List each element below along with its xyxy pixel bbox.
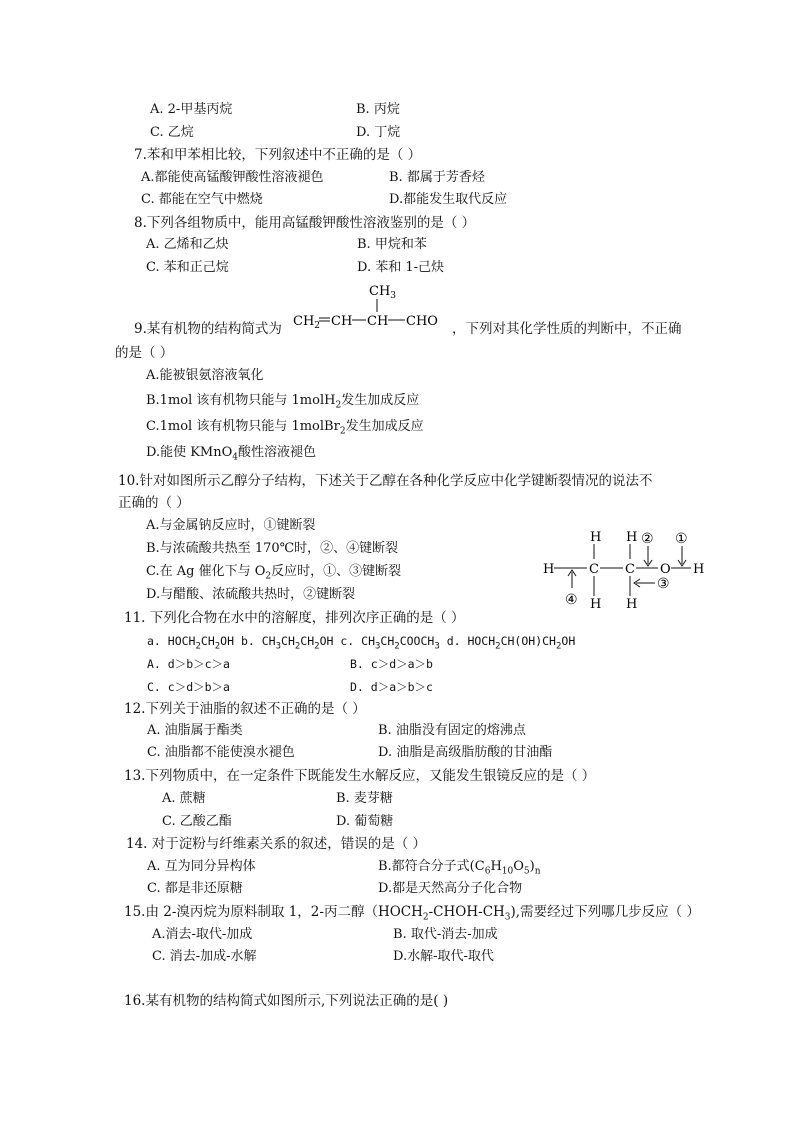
q12-option-a: A. 油脂属于酯类 [147, 723, 243, 738]
q15-stem: 15.由 2-溴丙烷为原料制取 1，2-丙二醇$(HOCH_2-CHOH-CH_3)$,需要经过下列哪几步反应（ ） [124, 904, 700, 923]
q15-option-c: C. 消去-加成-水解 [152, 949, 257, 964]
q12-option-c: C. 油脂都不能使溴水褪色 [147, 745, 295, 760]
q9-stem-prefix: 9.某有机物的结构简式为 [134, 321, 282, 337]
q9-option-d: D.能使 KMnO$_4$酸性溶液褪色 [146, 445, 317, 463]
bond-label-1: ① [675, 531, 688, 547]
q15-option-a: A.消去-取代-加成 [152, 927, 253, 942]
q11-option-b: B. c＞d＞a＞b [350, 657, 433, 671]
q13-option-d: D. 葡萄糖 [336, 814, 394, 829]
q11-stem: 11. 下列化合物在水中的溶解度，排列次序正确的是（ ） [124, 610, 465, 626]
q13-option-a: A. 蔗糖 [162, 791, 206, 806]
bond-label-3: ③ [657, 576, 670, 592]
q12-stem: 12.下列关于油脂的叙述不正确的是（ ） [124, 701, 366, 717]
c-atom-2: C [625, 562, 635, 577]
q9-option-b: B.1mol 该有机物只能与 1molH$_2$发生加成反应 [146, 393, 420, 411]
q9-option-a: A.能被银氨溶液氧化 [146, 368, 264, 383]
q12-option-b: B. 油脂没有固定的熔沸点 [378, 723, 526, 738]
q10-stem-line1: 10.针对如图所示乙醇分子结构，下述关于乙醇在各种化学反应中化学键断裂情况的说法不 [118, 473, 653, 489]
q13-option-c: C. 乙酸乙酯 [162, 814, 232, 829]
q6-option-b: B. 丙烷 [356, 102, 400, 117]
q6-option-a: A. 2-甲基丙烷 [150, 102, 233, 117]
q7-option-c: C. 都能在空气中燃烧 [141, 192, 263, 207]
q14-option-a: A. 互为同分异构体 [147, 859, 256, 874]
q10-option-c: C.在 Ag 催化下与 $O_2$反应时，①、③键断裂 [146, 564, 402, 582]
ethanol-structure-diagram [540, 526, 710, 618]
q9-stem-suffix: ，下列对其化学性质的判断中，不正确 [452, 321, 682, 337]
c-atom-1: C [589, 562, 599, 577]
q10-stem-line2: 正确的（ ） [118, 495, 190, 511]
q11-option-c: C. c＞d＞b＞a [147, 680, 230, 694]
h-atom-right: H [693, 562, 705, 577]
h-atom-bottom-2: H [626, 597, 638, 612]
q10-option-d: D.与醋酸、浓硫酸共热时，②键断裂 [146, 587, 356, 602]
h-atom-bottom-1: H [590, 597, 602, 612]
q11-compounds: a. $HOCH_2CH_2OH$ b. $CH_3CH_2CH_2OH$ c. $CH_3CH_2COOCH_3$ d. $HOCH_2CH(OH)CH_2OH$ [147, 634, 576, 652]
q8-option-d: D. 苯和 1-己炔 [357, 260, 445, 275]
q10-option-a: A.与金属钠反应时，①键断裂 [146, 518, 316, 533]
q13-option-b: B. 麦芽糖 [336, 791, 393, 806]
q7-stem: 7.苯和甲苯相比较，下列叙述中不正确的是（ ） [134, 147, 422, 163]
q8-option-c: C. 苯和正己烷 [146, 260, 229, 275]
ch-group-1: CH [331, 314, 353, 329]
q9-stem-line2: 的是（ ） [115, 345, 174, 361]
q15-option-d: D.水解-取代-取代 [393, 949, 494, 964]
q8-option-b: B. 甲烷和苯 [357, 237, 427, 252]
q13-stem: 13.下列物质中，在一定条件下既能发生水解反应，又能发生银镜反应的是（ ） [124, 768, 596, 784]
q14-option-d: D.都是天然高分子化合物 [378, 881, 523, 896]
bond-label-4: ④ [565, 592, 578, 608]
h-atom-left: H [543, 562, 555, 577]
q6-option-c: C. 乙烷 [150, 125, 194, 140]
q10-option-b: B.与浓硫酸共热至 170℃时，②、④键断裂 [146, 541, 399, 556]
bond-label-2: ② [641, 531, 654, 547]
q7-option-d: D.都能发生取代反应 [389, 192, 508, 207]
q11-option-a: A. d＞b＞c＞a [147, 657, 230, 671]
ch-group-2: CH [367, 314, 389, 329]
h-atom-top-1: H [590, 530, 602, 545]
q12-option-d: D. 油脂是高级脂肪酸的甘油酯 [378, 745, 553, 760]
cho-group: CHO [406, 314, 438, 329]
q16-stem: 16.某有机物的结构简式如图所示,下列说法正确的是( ) [124, 993, 449, 1009]
q6-option-d: D. 丁烷 [356, 125, 401, 140]
q15-option-b: B. 取代-消去-加成 [393, 927, 498, 942]
o-atom: O [660, 562, 671, 577]
q14-option-b: B.都符合分子式$(C_6H_{10}O_5)_n$ [378, 859, 541, 877]
q9-option-c: C.1mol 该有机物只能与 1molBr$_2$发生加成反应 [146, 419, 424, 437]
q14-option-c: C. 都是非还原糖 [147, 881, 243, 896]
ch2-group: $CH_2$ [293, 314, 321, 331]
q11-option-d: D. d＞a＞b＞c [350, 680, 433, 694]
q7-option-a: A.都能使高锰酸钾酸性溶液褪色 [141, 170, 324, 185]
q7-option-b: B. 都属于芳香烃 [389, 170, 485, 185]
q8-option-a: A. 乙烯和乙炔 [146, 237, 229, 252]
h-atom-top-2: H [626, 530, 638, 545]
q9-structural-formula [290, 278, 450, 334]
ch3-group: $CH_3$ [369, 284, 397, 301]
q14-stem: 14. 对于淀粉与纤维素关系的叙述，错误的是（ ） [126, 836, 427, 852]
q8-stem: 8.下列各组物质中，能用高锰酸钾酸性溶液鉴别的是（ ） [134, 215, 476, 231]
